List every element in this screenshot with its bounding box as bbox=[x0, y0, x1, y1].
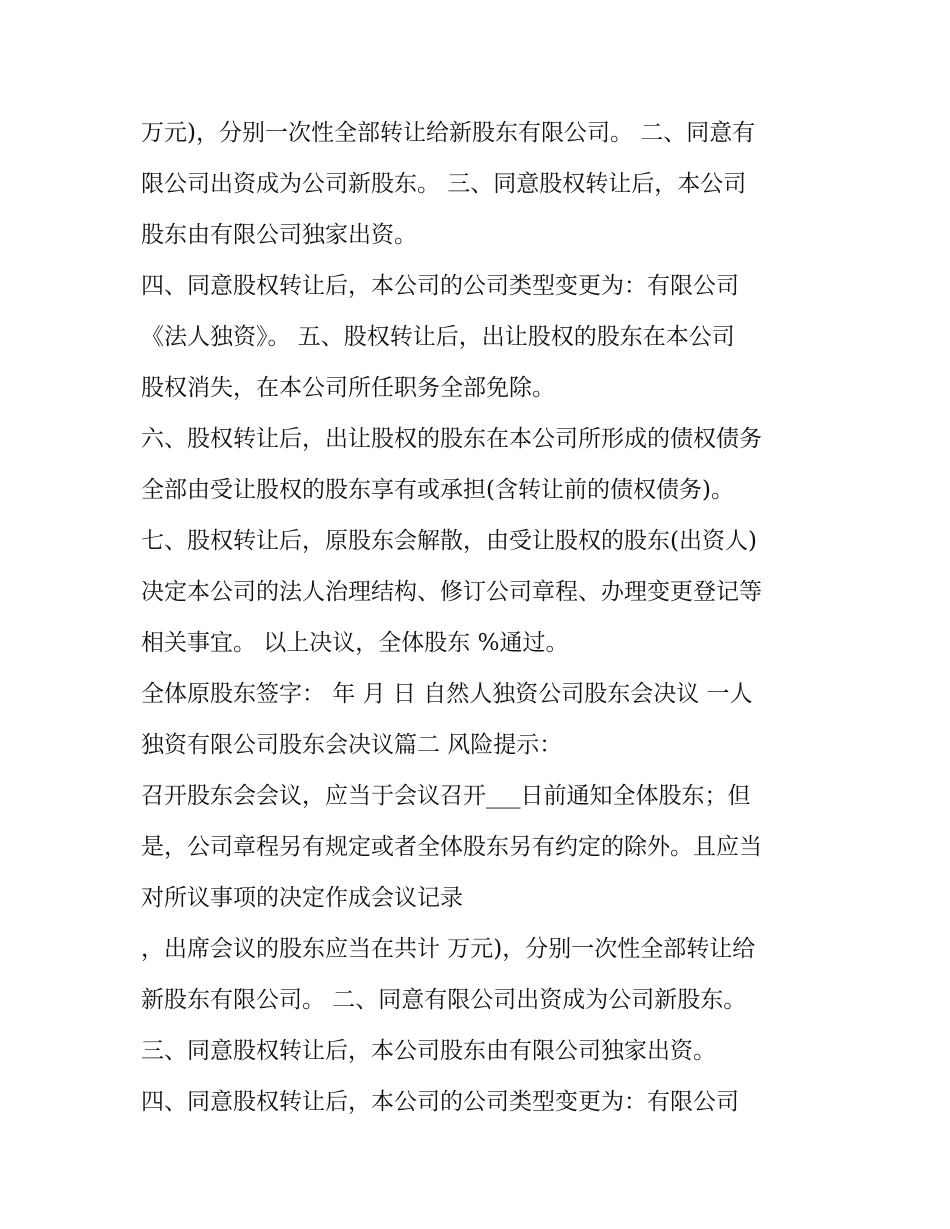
text-line: 股权消失，在本公司所任职务全部免除。 bbox=[141, 375, 555, 401]
text-line: 召开股东会会议，应当于会议召开___日前通知全体股东；但 bbox=[141, 783, 751, 809]
text-line: ，出席会议的股东应当在共计 万元)，分别一次性全部转让给 bbox=[141, 936, 756, 962]
text-line: 全部由受让股权的股东享有或承担(含转让前的债权债务)。 bbox=[141, 477, 734, 503]
text-line: 独资有限公司股东会决议篇二 风险提示： bbox=[141, 732, 563, 758]
text-line: 全体原股东签字： 年 月 日 自然人独资公司股东会决议 一人 bbox=[141, 681, 753, 707]
text-line: 万元)，分别一次性全部转让给新股东有限公司。 二、同意有 bbox=[141, 120, 756, 146]
text-line: 股东由有限公司独家出资。 bbox=[141, 222, 417, 248]
text-line: 限公司出资成为公司新股东。 三、同意股权转让后，本公司 bbox=[141, 171, 747, 197]
text-line: 是，公司章程另有规定或者全体股东另有约定的除外。且应当 bbox=[141, 834, 762, 860]
text-line: 相关事宜。 以上决议，全体股东 %通过。 bbox=[141, 630, 569, 656]
text-line: 决定本公司的法人治理结构、修订公司章程、办理变更登记等 bbox=[141, 579, 762, 605]
text-line: 六、股权转让后，出让股权的股东在本公司所形成的债权债务 bbox=[141, 426, 762, 452]
text-line: 七、股权转让后，原股东会解散，由受让股权的股东(出资人) bbox=[141, 528, 757, 554]
text-line: 四、同意股权转让后，本公司的公司类型变更为：有限公司 bbox=[141, 1089, 739, 1115]
text-line: 新股东有限公司。 二、同意有限公司出资成为公司新股东。 bbox=[141, 987, 747, 1013]
text-line: 四、同意股权转让后，本公司的公司类型变更为：有限公司 bbox=[141, 273, 739, 299]
document-body bbox=[141, 108, 831, 1128]
text-line: 三、同意股权转让后，本公司股东由有限公司独家出资。 bbox=[141, 1038, 716, 1064]
text-line: 对所议事项的决定作成会议记录 bbox=[141, 885, 463, 911]
text-line: 《法人独资》。 五、股权转让后，出让股权的股东在本公司 bbox=[141, 324, 735, 350]
